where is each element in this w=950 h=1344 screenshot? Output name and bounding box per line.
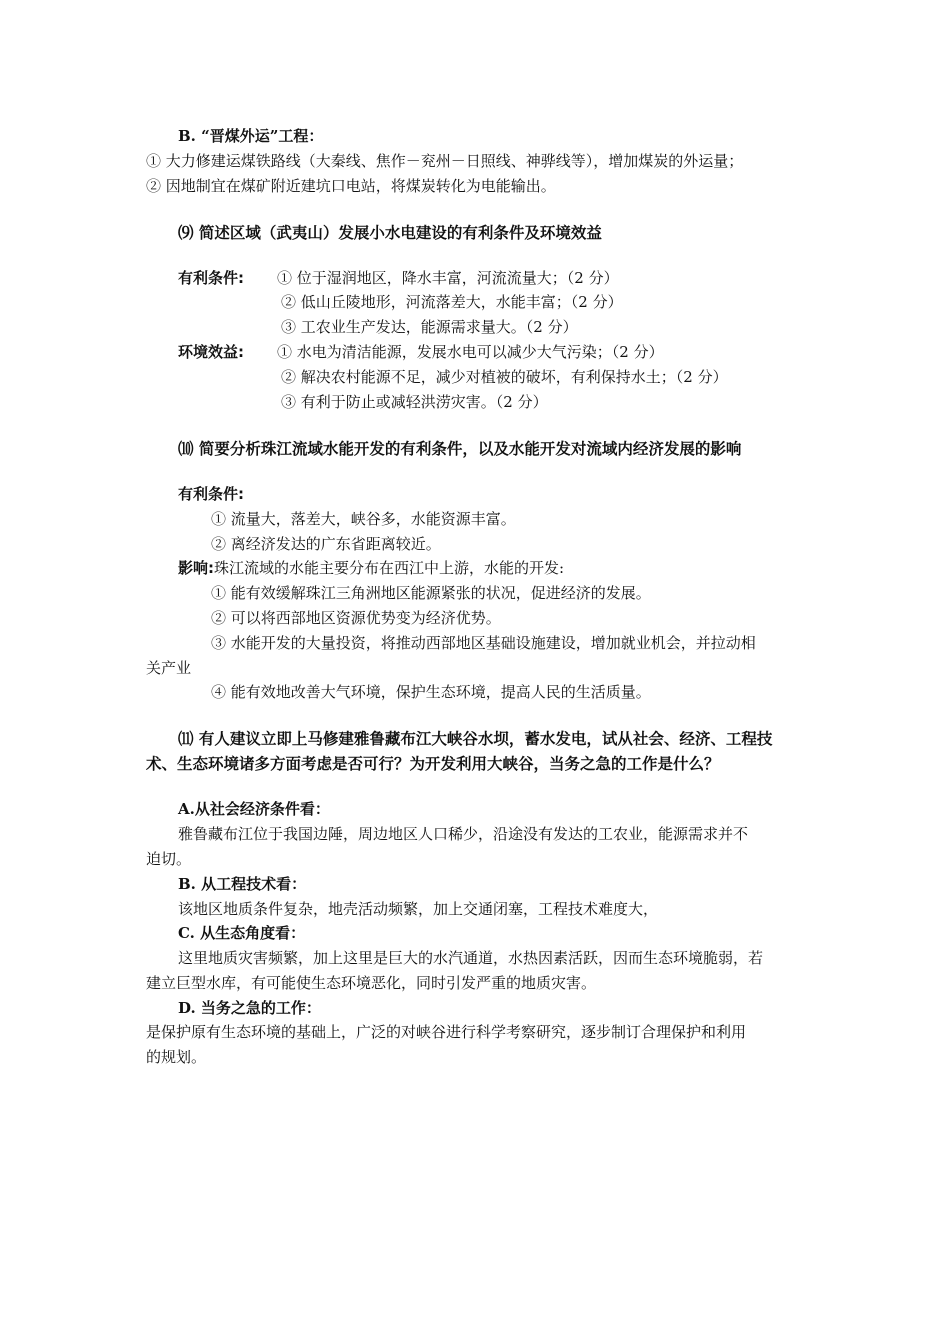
q11-c-label: C. 从生态角度看： [178, 924, 306, 942]
q10-impact-2: ② 可以将西部地区资源优势变为经济优势。 [211, 609, 501, 627]
q11-title-line-1: ⑾ 有人建议立即上马修建雅鲁藏布江大峡谷水坝，蓄水发电，试从社会、经济、工程技 [178, 730, 773, 748]
q11-c-text-2: 建立巨型水库，有可能使生态环境恶化，同时引发严重的地质灾害。 [146, 974, 597, 992]
q10-impact-3: ③ 水能开发的大量投资，将推动西部地区基础设施建设，增加就业机会，并拉动相 [211, 634, 756, 652]
q11-a-text-2: 迫切。 [146, 850, 192, 868]
q11-a-text-1: 雅鲁藏布江位于我国边陲，周边地区人口稀少，沿途没有发达的工农业，能源需求并不 [178, 825, 749, 843]
q10-favorable-2: ② 离经济发达的广东省距离较近。 [211, 535, 441, 553]
q11-title-line-2: 术、生态环境诸多方面考虑是否可行？为开发利用大峡谷，当务之急的工作是什么？ [146, 755, 720, 773]
section-b-item-1: ① 大力修建运煤铁路线（大秦线、焦作－兖州－日照线、神骅线等），增加煤炭的外运量； [146, 152, 744, 170]
section-b-item-2: ② 因地制宜在煤矿附近建坑口电站，将煤炭转化为电能输出。 [146, 177, 556, 195]
q9-favorable-label: 有利条件: [178, 269, 244, 287]
q9-favorable-1: ① 位于湿润地区，降水丰富，河流流量大；（2 分） [277, 269, 619, 287]
q10-favorable-1: ① 流量大，落差大，峡谷多，水能资源丰富。 [211, 510, 516, 528]
q9-title: ⑼ 简述区域（武夷山）发展小水电建设的有利条件及环境效益 [178, 224, 602, 242]
q10-title: ⑽ 简要分析珠江流域水能开发的有利条件，以及水能开发对流域内经济发展的影响 [178, 440, 742, 458]
q11-b-text: 该地区地质条件复杂，地壳活动频繁，加上交通闭塞，工程技术难度大， [178, 900, 659, 918]
q10-impact-1: ① 能有效缓解珠江三角洲地区能源紧张的状况，促进经济的发展。 [211, 584, 651, 602]
q9-env-label: 环境效益: [178, 343, 244, 361]
q9-env-1: ① 水电为清洁能源，发展水电可以减少大气污染；（2 分） [277, 343, 664, 361]
q10-favorable-label: 有利条件: [178, 485, 244, 503]
q10-impact-intro: 珠江流域的水能主要分布在西江中上游，水能的开发: [214, 559, 565, 577]
q11-c-text-1: 这里地质灾害频繁，加上这里是巨大的水汽通道，水热因素活跃，因而生态环境脆弱，若 [178, 949, 764, 967]
q9-favorable-2: ② 低山丘陵地形，河流落差大，水能丰富；（2 分） [281, 293, 623, 311]
q9-env-2: ② 解决农村能源不足，减少对植被的破坏，有利保持水土；（2 分） [281, 368, 728, 386]
section-b-title: B. “晋煤外运”工程： [178, 127, 324, 145]
q11-d-label: D. 当务之急的工作： [178, 999, 321, 1017]
q11-d-text-1: 是保护原有生态环境的基础上，广泛的对峡谷进行科学考察研究，逐步制订合理保护和利用 [146, 1023, 747, 1041]
q9-favorable-3: ③ 工农业生产发达，能源需求量大。（2 分） [281, 318, 578, 336]
q10-impact-label: 影响: [178, 559, 214, 577]
q9-env-3: ③ 有利于防止或减轻洪涝灾害。（2 分） [281, 393, 548, 411]
q10-impact-line [178, 557, 564, 579]
q10-impact-3-cont: 关产业 [146, 659, 192, 677]
q11-b-label: B. 从工程技术看： [178, 875, 307, 893]
q11-d-text-2: 的规划。 [146, 1048, 207, 1066]
q10-impact-4: ④ 能有效地改善大气环境，保护生态环境，提高人民的生活质量。 [211, 683, 651, 701]
q11-a-label: A.从社会经济条件看： [178, 800, 330, 818]
